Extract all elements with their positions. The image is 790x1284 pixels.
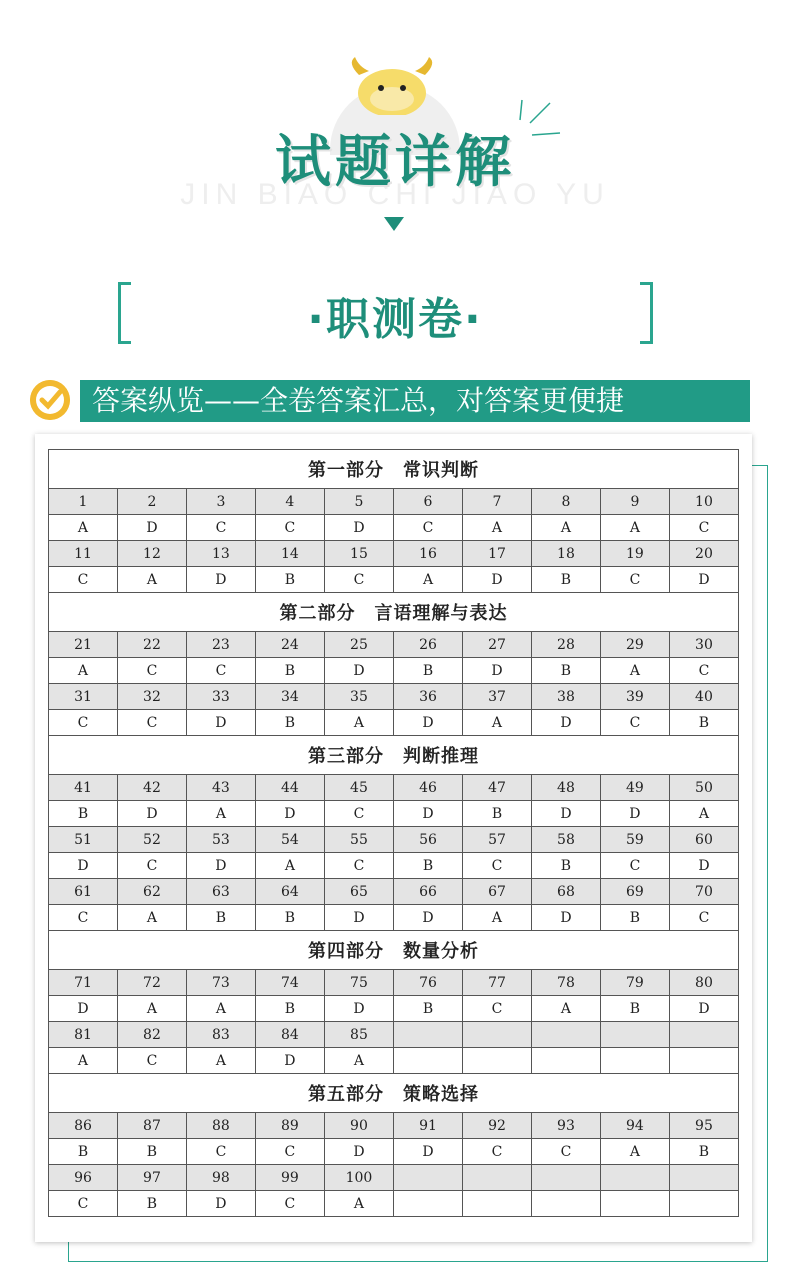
question-number-cell: 4 — [255, 489, 324, 515]
page-title: 试题详解 — [275, 130, 515, 195]
question-number-cell: 30 — [669, 632, 738, 658]
answer-cell: D — [531, 710, 600, 736]
question-number-cell: 87 — [117, 1113, 186, 1139]
answer-cell: C — [600, 567, 669, 593]
answer-cell: C — [324, 801, 393, 827]
answer-cell: A — [600, 658, 669, 684]
answer-cell: D — [394, 905, 463, 931]
answer-cell: B — [394, 996, 463, 1022]
answer-cell: D — [186, 710, 255, 736]
answer-row — [49, 801, 739, 827]
answer-cell: C — [600, 710, 669, 736]
answer-cell: B — [600, 996, 669, 1022]
question-number-cell: 62 — [117, 879, 186, 905]
answer-cell: B — [394, 853, 463, 879]
answer-cell: D — [669, 853, 738, 879]
answer-cell: D — [324, 658, 393, 684]
question-number-cell: 34 — [255, 684, 324, 710]
question-number-cell: 43 — [186, 775, 255, 801]
check-badge-icon — [30, 380, 70, 420]
answer-cell: D — [531, 801, 600, 827]
answer-cell: C — [324, 853, 393, 879]
answer-cell: B — [255, 658, 324, 684]
answer-cell: C — [324, 567, 393, 593]
question-number-cell: 57 — [463, 827, 532, 853]
answer-cell: B — [49, 801, 118, 827]
question-number-cell: 10 — [669, 489, 738, 515]
question-number-cell: 22 — [117, 632, 186, 658]
question-number-cell: 63 — [186, 879, 255, 905]
section-title: 第五部分 策略选择 — [49, 1074, 739, 1113]
cow-mascot-icon — [337, 55, 447, 115]
question-number-cell: 79 — [600, 970, 669, 996]
question-number-cell: 32 — [117, 684, 186, 710]
question-number-cell: 80 — [669, 970, 738, 996]
question-number-row — [49, 1113, 739, 1139]
question-number-cell: 86 — [49, 1113, 118, 1139]
question-number-row — [49, 1022, 739, 1048]
answer-cell: C — [117, 853, 186, 879]
question-number-cell: 42 — [117, 775, 186, 801]
answer-cell: A — [49, 1048, 118, 1074]
question-number-cell: 28 — [531, 632, 600, 658]
answer-cell: D — [324, 996, 393, 1022]
question-number-cell: 75 — [324, 970, 393, 996]
answer-cell: B — [531, 853, 600, 879]
answer-row — [49, 905, 739, 931]
question-number-cell: 36 — [394, 684, 463, 710]
question-number-cell: 81 — [49, 1022, 118, 1048]
answer-cell: B — [255, 710, 324, 736]
answer-cell: D — [255, 1048, 324, 1074]
question-number-cell: 70 — [669, 879, 738, 905]
question-number-cell: 44 — [255, 775, 324, 801]
question-number-cell: 95 — [669, 1113, 738, 1139]
question-number-cell: 12 — [117, 541, 186, 567]
question-number-cell: 26 — [394, 632, 463, 658]
answer-cell: C — [186, 658, 255, 684]
answer-row — [49, 658, 739, 684]
question-number-cell: 52 — [117, 827, 186, 853]
answer-cell: A — [531, 515, 600, 541]
empty-cell — [600, 1165, 669, 1191]
question-number-cell: 15 — [324, 541, 393, 567]
answer-cell: D — [669, 996, 738, 1022]
section-title: 第四部分 数量分析 — [49, 931, 739, 970]
answer-cell: B — [669, 710, 738, 736]
answer-cell: B — [531, 658, 600, 684]
answer-cell: C — [49, 567, 118, 593]
answer-cell: A — [600, 1139, 669, 1165]
empty-cell — [669, 1165, 738, 1191]
answer-cell: B — [255, 905, 324, 931]
down-triangle-icon — [384, 217, 404, 231]
answer-cell: D — [186, 567, 255, 593]
answer-cell: D — [394, 801, 463, 827]
answer-row — [49, 710, 739, 736]
question-number-cell: 9 — [600, 489, 669, 515]
section-header-row — [49, 450, 739, 489]
answer-cell: D — [49, 853, 118, 879]
answer-row — [49, 1191, 739, 1217]
answer-cell: C — [463, 853, 532, 879]
question-number-cell: 64 — [255, 879, 324, 905]
question-number-cell: 46 — [394, 775, 463, 801]
answer-cell: A — [186, 996, 255, 1022]
answer-cell: D — [394, 1139, 463, 1165]
question-number-cell: 33 — [186, 684, 255, 710]
answer-cell: C — [600, 853, 669, 879]
pinyin-watermark: JIN BIAO CHI JIAO YU — [180, 178, 610, 211]
question-number-cell: 47 — [463, 775, 532, 801]
answer-cell: D — [186, 1191, 255, 1217]
question-number-cell: 50 — [669, 775, 738, 801]
question-number-cell: 1 — [49, 489, 118, 515]
answer-cell: A — [463, 905, 532, 931]
answer-cell: D — [669, 567, 738, 593]
question-number-cell: 96 — [49, 1165, 118, 1191]
question-number-cell: 17 — [463, 541, 532, 567]
empty-cell — [463, 1022, 532, 1048]
question-number-cell: 54 — [255, 827, 324, 853]
question-number-cell: 98 — [186, 1165, 255, 1191]
answer-cell: D — [324, 1139, 393, 1165]
answer-cell: A — [186, 1048, 255, 1074]
answer-cell: C — [255, 1139, 324, 1165]
answer-cell: B — [463, 801, 532, 827]
answer-cell: B — [186, 905, 255, 931]
question-number-cell: 83 — [186, 1022, 255, 1048]
question-number-cell: 8 — [531, 489, 600, 515]
question-number-cell: 11 — [49, 541, 118, 567]
answer-table — [48, 449, 739, 1217]
answer-cell: C — [531, 1139, 600, 1165]
question-number-cell: 21 — [49, 632, 118, 658]
question-number-cell: 99 — [255, 1165, 324, 1191]
question-number-cell: 61 — [49, 879, 118, 905]
section-header-row — [49, 1074, 739, 1113]
empty-cell — [600, 1048, 669, 1074]
answer-cell: A — [324, 710, 393, 736]
question-number-cell: 19 — [600, 541, 669, 567]
answer-cell: D — [186, 853, 255, 879]
answer-cell: B — [669, 1139, 738, 1165]
answer-cell: C — [463, 996, 532, 1022]
question-number-cell: 55 — [324, 827, 393, 853]
answer-cell: A — [531, 996, 600, 1022]
empty-cell — [531, 1191, 600, 1217]
answer-cell: A — [463, 515, 532, 541]
empty-cell — [531, 1165, 600, 1191]
question-number-cell: 56 — [394, 827, 463, 853]
question-number-cell: 65 — [324, 879, 393, 905]
question-number-cell: 97 — [117, 1165, 186, 1191]
question-number-cell: 24 — [255, 632, 324, 658]
section-header-row — [49, 736, 739, 775]
answer-cell: D — [255, 801, 324, 827]
question-number-cell: 3 — [186, 489, 255, 515]
question-number-cell: 31 — [49, 684, 118, 710]
answer-cell: D — [531, 905, 600, 931]
answer-cell: D — [463, 658, 532, 684]
question-number-cell: 2 — [117, 489, 186, 515]
question-number-cell: 29 — [600, 632, 669, 658]
empty-cell — [463, 1191, 532, 1217]
question-number-cell: 14 — [255, 541, 324, 567]
answer-cell: B — [117, 1139, 186, 1165]
question-number-cell: 48 — [531, 775, 600, 801]
answer-cell: A — [669, 801, 738, 827]
answer-cell: C — [255, 515, 324, 541]
question-number-cell: 92 — [463, 1113, 532, 1139]
answer-cell: D — [117, 801, 186, 827]
question-number-cell: 20 — [669, 541, 738, 567]
answer-cell: A — [117, 996, 186, 1022]
question-number-cell: 84 — [255, 1022, 324, 1048]
answer-row — [49, 1139, 739, 1165]
question-number-cell: 41 — [49, 775, 118, 801]
question-number-row — [49, 827, 739, 853]
answer-cell: C — [186, 1139, 255, 1165]
section-subtitle: ·职测卷· — [307, 294, 483, 345]
answer-cell: D — [117, 515, 186, 541]
question-number-cell: 89 — [255, 1113, 324, 1139]
answer-cell: A — [324, 1191, 393, 1217]
question-number-cell: 82 — [117, 1022, 186, 1048]
empty-cell — [531, 1022, 600, 1048]
question-number-cell: 71 — [49, 970, 118, 996]
answer-sheet — [35, 434, 752, 1242]
question-number-cell: 94 — [600, 1113, 669, 1139]
answer-cell: D — [394, 710, 463, 736]
answer-cell: C — [669, 658, 738, 684]
question-number-cell: 5 — [324, 489, 393, 515]
answer-cell: C — [669, 905, 738, 931]
answer-cell: B — [255, 567, 324, 593]
question-number-cell: 13 — [186, 541, 255, 567]
answer-cell: A — [49, 658, 118, 684]
question-number-cell: 73 — [186, 970, 255, 996]
question-number-cell: 66 — [394, 879, 463, 905]
answer-cell: B — [49, 1139, 118, 1165]
question-number-cell: 76 — [394, 970, 463, 996]
question-number-cell: 68 — [531, 879, 600, 905]
question-number-row — [49, 970, 739, 996]
answer-cell: A — [117, 905, 186, 931]
question-number-cell: 37 — [463, 684, 532, 710]
question-number-cell: 91 — [394, 1113, 463, 1139]
question-number-cell: 77 — [463, 970, 532, 996]
question-number-cell: 39 — [600, 684, 669, 710]
question-number-cell: 18 — [531, 541, 600, 567]
answer-row — [49, 515, 739, 541]
empty-cell — [531, 1048, 600, 1074]
question-number-cell: 74 — [255, 970, 324, 996]
question-number-cell: 23 — [186, 632, 255, 658]
answer-cell: B — [531, 567, 600, 593]
question-number-cell: 51 — [49, 827, 118, 853]
question-number-cell: 53 — [186, 827, 255, 853]
answer-cell: A — [463, 710, 532, 736]
empty-cell — [394, 1165, 463, 1191]
question-number-cell: 38 — [531, 684, 600, 710]
answer-cell: B — [600, 905, 669, 931]
question-number-row — [49, 775, 739, 801]
question-number-cell: 16 — [394, 541, 463, 567]
answer-cell: A — [324, 1048, 393, 1074]
answer-row — [49, 567, 739, 593]
answer-cell: B — [394, 658, 463, 684]
question-number-row — [49, 684, 739, 710]
empty-cell — [463, 1048, 532, 1074]
answer-row — [49, 1048, 739, 1074]
answer-cell: D — [324, 905, 393, 931]
empty-cell — [600, 1022, 669, 1048]
question-number-cell: 35 — [324, 684, 393, 710]
question-number-cell: 7 — [463, 489, 532, 515]
answer-cell: C — [463, 1139, 532, 1165]
question-number-cell: 67 — [463, 879, 532, 905]
answer-cell: A — [117, 567, 186, 593]
question-number-cell: 45 — [324, 775, 393, 801]
answer-cell: B — [117, 1191, 186, 1217]
empty-cell — [394, 1048, 463, 1074]
answer-cell: C — [117, 1048, 186, 1074]
question-number-cell: 88 — [186, 1113, 255, 1139]
empty-cell — [669, 1048, 738, 1074]
answer-cell: D — [49, 996, 118, 1022]
answer-cell: C — [117, 710, 186, 736]
question-number-row — [49, 541, 739, 567]
question-number-row — [49, 489, 739, 515]
answer-cell: C — [49, 1191, 118, 1217]
question-number-cell: 100 — [324, 1165, 393, 1191]
answer-cell: D — [324, 515, 393, 541]
question-number-cell: 59 — [600, 827, 669, 853]
empty-cell — [600, 1191, 669, 1217]
answer-cell: A — [255, 853, 324, 879]
answer-row — [49, 996, 739, 1022]
question-number-row — [49, 1165, 739, 1191]
answer-cell: C — [49, 710, 118, 736]
question-number-cell: 25 — [324, 632, 393, 658]
question-number-cell: 78 — [531, 970, 600, 996]
answer-cell: C — [117, 658, 186, 684]
answer-cell: D — [463, 567, 532, 593]
section-header-row — [49, 593, 739, 632]
question-number-cell: 72 — [117, 970, 186, 996]
question-number-cell: 85 — [324, 1022, 393, 1048]
section-title: 第三部分 判断推理 — [49, 736, 739, 775]
question-number-cell: 6 — [394, 489, 463, 515]
answer-cell: D — [600, 801, 669, 827]
question-number-cell: 69 — [600, 879, 669, 905]
empty-cell — [394, 1022, 463, 1048]
question-number-cell: 93 — [531, 1113, 600, 1139]
empty-cell — [669, 1191, 738, 1217]
answer-cell: C — [49, 905, 118, 931]
question-number-row — [49, 632, 739, 658]
section-title: 第一部分 常识判断 — [49, 450, 739, 489]
answer-cell: C — [669, 515, 738, 541]
section-header-row — [49, 931, 739, 970]
answer-cell: A — [394, 567, 463, 593]
question-number-cell: 90 — [324, 1113, 393, 1139]
answer-cell: C — [255, 1191, 324, 1217]
answer-cell: A — [49, 515, 118, 541]
answer-cell: B — [255, 996, 324, 1022]
question-number-cell: 40 — [669, 684, 738, 710]
question-number-cell: 58 — [531, 827, 600, 853]
empty-cell — [669, 1022, 738, 1048]
answer-cell: C — [186, 515, 255, 541]
answer-cell: A — [186, 801, 255, 827]
empty-cell — [463, 1165, 532, 1191]
question-number-cell: 60 — [669, 827, 738, 853]
question-number-cell: 27 — [463, 632, 532, 658]
answer-row — [49, 853, 739, 879]
empty-cell — [394, 1191, 463, 1217]
question-number-row — [49, 879, 739, 905]
section-title: 第二部分 言语理解与表达 — [49, 593, 739, 632]
answer-cell: C — [394, 515, 463, 541]
answer-cell: A — [600, 515, 669, 541]
summary-banner: 答案纵览——全卷答案汇总，对答案更便捷 — [80, 380, 750, 422]
question-number-cell: 49 — [600, 775, 669, 801]
